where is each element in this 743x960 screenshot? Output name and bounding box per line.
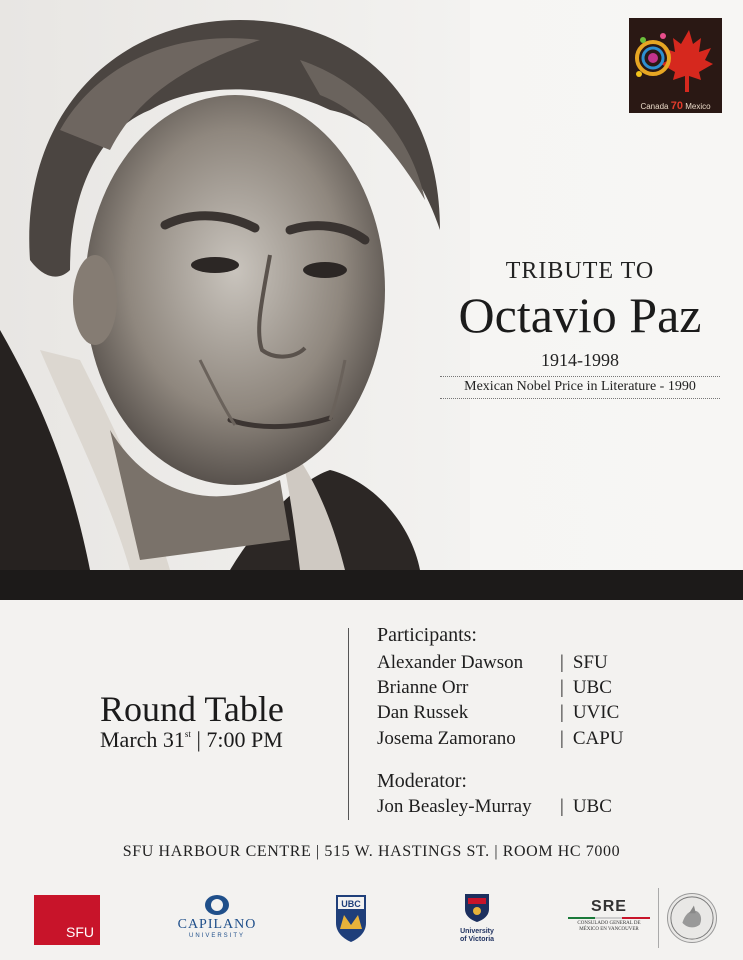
ubc-crest-text: UBC (341, 899, 361, 909)
capilano-name: CAPILANO (177, 917, 257, 932)
canada-70-mexico-logo (629, 18, 722, 113)
event-title: Round Table (100, 689, 284, 729)
mexico-label: Mexico (685, 102, 711, 111)
event-time: | 7:00 PM (196, 727, 283, 752)
tricolor-bar (568, 917, 650, 919)
moderator-org: | UBC (560, 796, 612, 818)
moderator-label: Moderator: (377, 770, 467, 792)
uvic-crest-icon (464, 893, 490, 923)
uvic-name-2: of Victoria (459, 935, 495, 943)
maple-leaf-icon (629, 18, 722, 100)
lifespan-years: 1914-1998 (541, 350, 619, 370)
seal-divider (658, 888, 659, 948)
seventy-label: 70 (670, 100, 683, 112)
sfu-logo-text: SFU (66, 924, 94, 940)
canada-70-mexico-caption (629, 100, 722, 112)
moderator-name: Jon Beasley-Murray (377, 796, 532, 817)
ubc-crest-icon (334, 893, 368, 943)
nobel-subtitle: Mexican Nobel Price in Literature - 1990 (440, 376, 720, 399)
participant-org: | UBC (560, 677, 612, 699)
date-suffix: st (184, 729, 191, 739)
venue-line: SFU HARBOUR CENTRE | 515 W. HASTINGS ST. | ROOM HC 7000 (122, 843, 621, 860)
participants-label: Participants: (377, 624, 477, 646)
participant-org: | UVIC (560, 702, 619, 724)
sre-line-2: MÉXICO EN VANCOUVER (579, 927, 639, 932)
university-of-victoria-logo (455, 893, 499, 948)
tribute-heading: TRIBUTE TO (505, 258, 655, 284)
mexico-seal-icon (667, 893, 717, 943)
participant-name: Brianne Orr (377, 677, 469, 698)
portrait-photo (0, 0, 470, 570)
participant-name: Alexander Dawson (377, 652, 524, 673)
participant-name: Josema Zamorano (377, 728, 516, 749)
sre-consulate-logo (568, 898, 650, 933)
capilano-university-logo (172, 895, 262, 945)
honoree-name: Octavio Paz (458, 287, 702, 343)
sfu-logo (34, 895, 100, 945)
capilano-subtitle: UNIVERSITY (188, 933, 245, 939)
sre-title: SRE (591, 898, 627, 915)
capilano-mark-icon (205, 895, 229, 915)
participant-org: | SFU (560, 652, 608, 674)
uvic-name-1: University (460, 928, 494, 935)
event-date: March 31 (100, 727, 185, 752)
event-date-time (100, 727, 283, 753)
canada-label: Canada (640, 102, 669, 111)
vertical-divider (348, 628, 349, 820)
participant-name: Dan Russek (377, 702, 469, 723)
sre-line-1: CONSULADO GENERAL DE (577, 921, 641, 926)
participant-org: | CAPU (560, 728, 624, 750)
divider-band (0, 570, 743, 600)
